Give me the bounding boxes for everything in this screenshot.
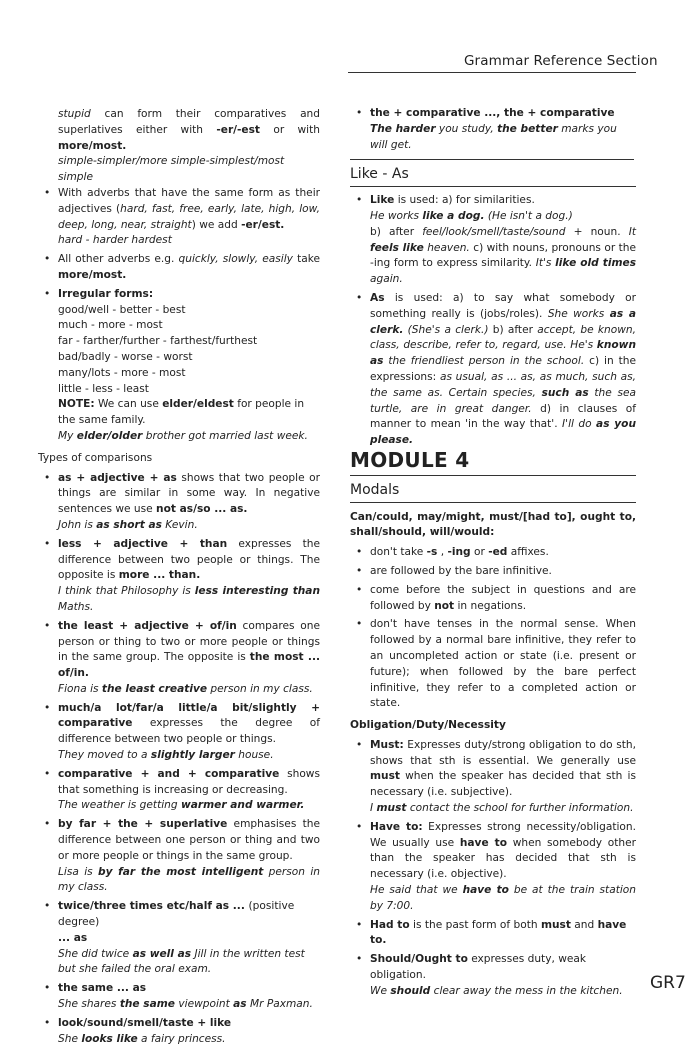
list-item: • Have to: Expresses strong necessity/obligation. We usually use have to when somebody other than the speaker has decided that sth is necessary (i.e. objective). He said that we have to be at the train station by 7:00.: [350, 820, 636, 915]
list-item: • Irregular forms: good/well - better - best much - more - most far - farther/further - farthest/furthest bad/badly - worse - worst many/lots - more - most little - less - least NOTE: We can use elder/eldest for people in the same family. My elder/older brother got married last week.: [38, 287, 320, 445]
list-item: • Must: Expresses duty/strong obligation to do sth, shows that sth is essential. We generally use must when the speaker has decided that sth is necessary (i.e. subjective). I must contact the school for further information.: [350, 738, 636, 817]
left-column: [38, 107, 320, 1050]
list-item: • Like is used: a) for similarities. He works like a dog. (He isn't a dog.) b) after feel/look/smell/taste/sound + noun. It feels like heaven. c) with nouns, pronouns or the -ing form to express similarity. It's like old times again.: [350, 193, 636, 288]
list-item: • comparative + and + comparative shows that something is increasing or decreasing. The weather is getting warmer and warmer.: [38, 767, 320, 814]
section-title: Grammar Reference Section: [464, 53, 658, 69]
section-divider: [350, 159, 634, 160]
list-item: • as + adjective + as shows that two people or things are similar in some way. In negative sentences we use not as/so ... as. John is as short as Kevin.: [38, 471, 320, 534]
list-item: • are followed by the bare infinitive.: [350, 564, 636, 580]
list-item: • come before the subject in questions and are followed by not in negations.: [350, 583, 636, 615]
header-rule: [348, 72, 636, 73]
right-column: [350, 106, 636, 1003]
modals-list: [350, 545, 636, 712]
list-item: • less + adjective + than expresses the difference between two people or things. The opposite is more ... than. I think that Philosophy is less interesting than Maths.: [38, 537, 320, 616]
page-number: GR7: [650, 973, 686, 993]
list-item: • the + comparative ..., the + comparative The harder you study, the better marks you will get.: [350, 106, 636, 153]
modals-heading: Modals: [350, 483, 636, 503]
the-comparative-list: [350, 106, 636, 153]
module-heading: MODULE 4: [350, 453, 636, 476]
obligation-list: [350, 738, 636, 1000]
list-item: • With adverbs that have the same form as their adjectives (hard, fast, free, early, late, high, low, deep, long, near, straight) we add -er/est. hard - harder hardest: [38, 186, 320, 249]
list-item: • As is used: a) to say what somebody or something really is (jobs/roles). She works as a clerk. (She's a clerk.) b) after accept, be known, class, describe, refer to, regard, use. He's known as the friendliest person in the school. c) in the expressions: as usual, as ... as, as much, such as, the same as. Certain species, such as the sea turtle, are in great danger. d) in clauses of manner to mean 'in the way that'. I'll do as you please.: [350, 291, 636, 449]
list-item: • the least + adjective + of/in compares one person or thing to two or more people or things in the same group. The opposite is the most ... of/in. Fiona is the least creative person in my class.: [38, 619, 320, 698]
comparison-types-list: [38, 471, 320, 1048]
list-item: • Had to is the past form of both must and have to.: [350, 918, 636, 950]
list-item: • don't have tenses in the normal sense. When followed by a normal bare infinitive, they refer to an uncompleted action or state (i.e. present or future); when followed by the bare perfect infinitive, they refer to a completed action or state.: [350, 617, 636, 712]
intro-text: stupid can form their comparatives and superlatives either with -er/-est or with more/most.: [58, 108, 320, 152]
list-item: • twice/three times etc/half as ... (positive degree) ... as She did twice as well as Jill in the written test but she failed the oral exam.: [38, 899, 320, 978]
intro-example: simple-simpler/more simple-simplest/most simple: [58, 155, 285, 184]
list-item: • Should/Ought to expresses duty, weak obligation. We should clear away the mess in the kitchen.: [350, 952, 636, 999]
list-item: • the same ... as She shares the same viewpoint as Mr Paxman.: [38, 981, 320, 1013]
like-as-heading: Like - As: [350, 167, 636, 187]
list-item: • look/sound/smell/taste + like She looks like a fairy princess.: [38, 1016, 320, 1048]
modals-list-heading: Can/could, may/might, must/[had to], ought to, shall/should, will/would:: [350, 510, 636, 539]
list-item: • by far + the + superlative emphasises the difference between one person or thing and two or more people or things in the same group. Lisa is by far the most intelligent person in my class.: [38, 817, 320, 896]
like-as-list: [350, 193, 636, 449]
types-heading: Types of comparisons: [38, 451, 153, 464]
list-item: • much/a lot/far/a little/a bit/slightly + comparative expresses the degree of difference between two people or things. They moved to a slightly larger house.: [38, 701, 320, 764]
obligation-heading: Obligation/Duty/Necessity: [350, 719, 506, 732]
adverb-rules-list: [38, 186, 320, 445]
list-item: • don't take -s , -ing or -ed affixes.: [350, 545, 636, 561]
list-item: • All other adverbs e.g. quickly, slowly, easily take more/most.: [38, 252, 320, 284]
